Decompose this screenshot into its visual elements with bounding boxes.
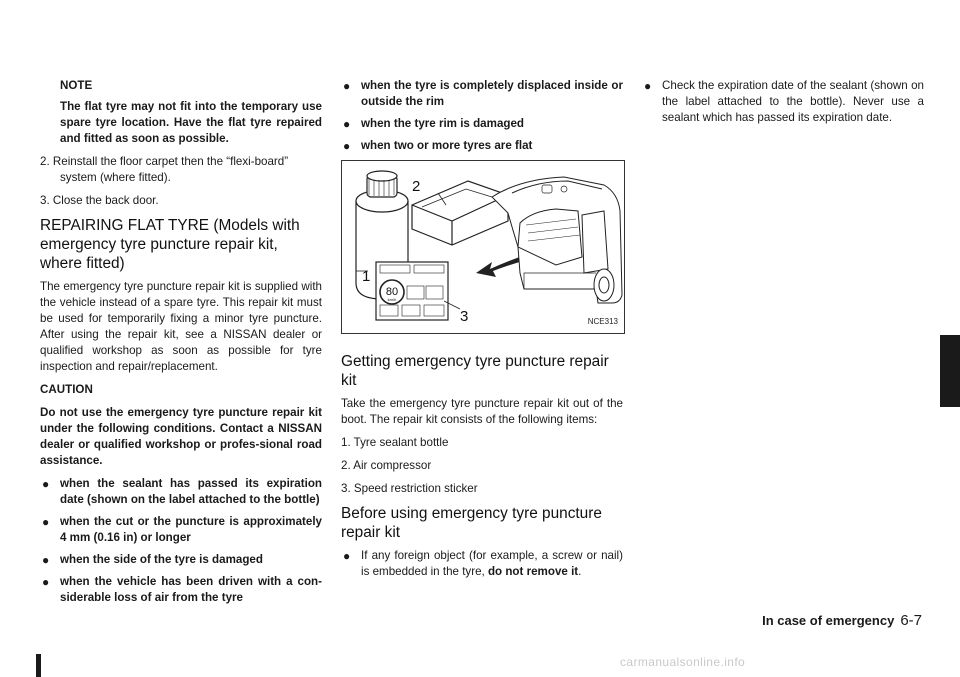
repair-kit-illustration xyxy=(341,160,625,334)
repair-kit-drawing xyxy=(342,161,624,333)
caution-bullet-text: when the tyre rim is damaged xyxy=(361,117,525,130)
caution-bullet-text: when the side of the tyre is damaged xyxy=(60,553,263,566)
section-heading-getting-kit: Getting emergency tyre puncture repair kit xyxy=(341,353,609,389)
info-bullet xyxy=(642,78,924,126)
caution-bullet xyxy=(40,476,322,508)
bullet-icon: ● xyxy=(42,553,50,567)
bullet-icon: ● xyxy=(343,139,351,153)
intro-paragraph: The emergency tyre puncture repair kit is supplied with the vehicle instead of a spare tyre. This repair kit must be used for temporarily fixing a minor tyre puncture. After using the repair kit, see a NISSAN dealer or qualified workshop as soon as possible for tyre inspection and repair/replacement. xyxy=(40,280,322,373)
note-heading: NOTE xyxy=(60,79,93,92)
note-text: The flat tyre may not fit into the temporary use spare tyre location. Have the flat tyre repaired and fitted as soon as possible. xyxy=(60,100,322,145)
bullet-icon: ● xyxy=(42,575,50,589)
caution-bullet-text: when the cut or the puncture is approximately 4 mm (0.16 in) or longer xyxy=(60,515,322,544)
sticker-unit: km/h xyxy=(387,297,397,302)
info-bullet-text: Check the expiration date of the sealant (shown on the label attached to the bottle). Never use a sealant which has passed its expiration date. xyxy=(662,79,924,124)
kit-item: 2. Air compressor xyxy=(341,459,432,472)
kit-item: 1. Tyre sealant bottle xyxy=(341,436,449,449)
step-2: 2. Reinstall the floor carpet then the “flexi-board” system (where fitted). xyxy=(40,155,289,184)
caution-bullet xyxy=(341,78,623,110)
caution-bullet xyxy=(40,552,322,568)
caution-bullet-text: when the sealant has passed its expiration date (shown on the label attached to the bottle) xyxy=(60,477,322,506)
column-right xyxy=(642,78,924,132)
info-bullet-text: If any foreign object (for example, a screw or nail) is embedded in the tyre, xyxy=(361,549,623,578)
callout-2-label: 2 xyxy=(412,178,421,195)
caution-bullet-text: when two or more tyres are flat xyxy=(361,139,533,152)
kit-intro-paragraph: Take the emergency tyre puncture repair kit out of the boot. The repair kit consists of the following items: xyxy=(341,397,623,426)
info-bullet-end: . xyxy=(578,565,582,578)
bullet-icon: ● xyxy=(343,79,351,93)
footer-section-title: In case of emergency xyxy=(762,613,895,628)
sticker-speed: 80 xyxy=(385,286,399,298)
section-heading-repairing: REPAIRING FLAT TYRE (Models with emergency tyre puncture repair kit, where fitted) xyxy=(40,217,300,272)
caution-bullet xyxy=(341,116,623,132)
caution-heading: CAUTION xyxy=(40,383,93,396)
section-heading-before-using: Before using emergency tyre puncture repair kit xyxy=(341,505,602,541)
page-number: 6-7 xyxy=(900,612,922,629)
info-bullet xyxy=(341,548,623,580)
car-rear-icon xyxy=(492,177,622,303)
chapter-tab-marker xyxy=(940,335,960,407)
column-left xyxy=(40,78,322,612)
callout-3-label: 3 xyxy=(460,308,469,325)
crop-mark xyxy=(36,654,41,677)
caution-bullet xyxy=(40,574,322,606)
caution-bullet-text: when the tyre is completely displaced inside or outside the rim xyxy=(361,79,623,108)
watermark: carmanualsonline.info xyxy=(620,655,746,669)
page-footer xyxy=(762,612,922,629)
caution-text: Do not use the emergency tyre puncture repair kit under the following conditions. Contact a NISSAN dealer or qualified workshop or profes-sional road assistance. xyxy=(40,406,322,467)
kit-item: 3. Speed restriction sticker xyxy=(341,482,478,495)
caution-bullet-text: when the vehicle has been driven with a con-siderable loss of air from the tyre xyxy=(60,575,322,604)
bullet-icon: ● xyxy=(42,515,50,529)
callout-1-label: 1 xyxy=(362,268,371,285)
caution-bullet xyxy=(341,138,623,154)
step-3: 3. Close the back door. xyxy=(40,194,159,207)
bullet-icon: ● xyxy=(343,549,351,563)
air-compressor-icon xyxy=(412,181,508,245)
bullet-icon: ● xyxy=(343,117,351,131)
bullet-icon: ● xyxy=(644,79,652,93)
bullet-icon: ● xyxy=(42,477,50,491)
info-bullet-emphasis: do not remove it xyxy=(487,565,579,578)
caution-bullet xyxy=(40,514,322,546)
figure-code: NCE313 xyxy=(587,317,618,326)
column-middle xyxy=(341,78,623,586)
